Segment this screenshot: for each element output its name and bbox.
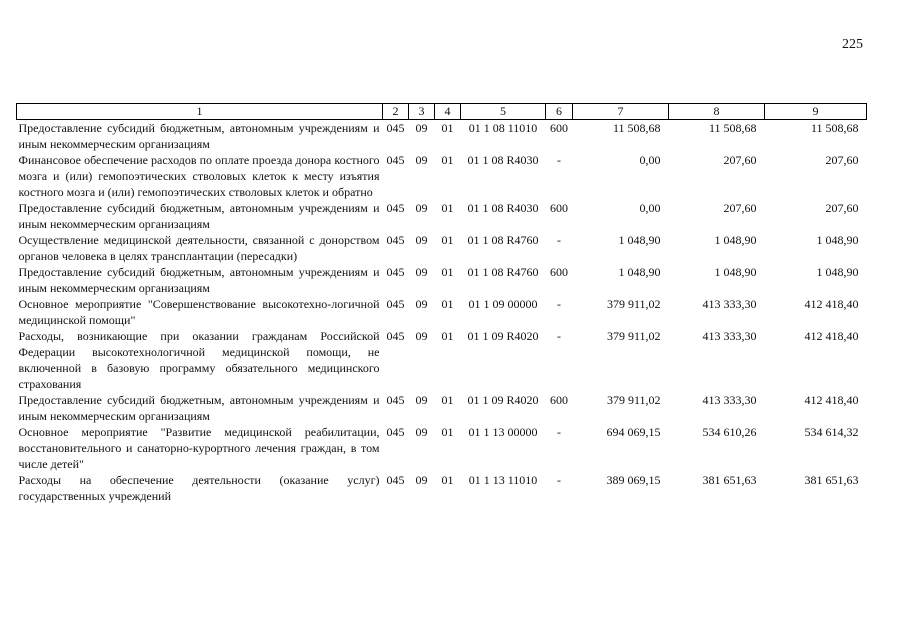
cell-amount-7: 1 048,90 bbox=[618, 265, 661, 279]
column-header: 7 bbox=[573, 104, 669, 120]
cell-amount-8: 11 508,68 bbox=[708, 121, 757, 135]
cell-amount-7: 0,00 bbox=[639, 153, 661, 167]
cell-code-4: 01 bbox=[441, 201, 454, 215]
cell-amount-8: 413 333,30 bbox=[702, 297, 757, 311]
cell-code-3: 09 bbox=[415, 329, 428, 343]
cell-amount-7: 379 911,02 bbox=[606, 393, 661, 407]
table-header-row bbox=[17, 104, 867, 120]
budget-table bbox=[16, 103, 867, 504]
cell-code-6: 600 bbox=[550, 265, 568, 279]
page-number: 225 bbox=[842, 37, 863, 52]
cell-code-2: 045 bbox=[386, 473, 405, 487]
cell-code-3: 09 bbox=[415, 201, 428, 215]
row-name: Предоставление субсидий бюджетным, автономным учреждениям и иным некоммерческим организациям bbox=[18, 201, 380, 231]
cell-code-5: 01 1 09 R4020 bbox=[467, 393, 539, 407]
cell-amount-9: 11 508,68 bbox=[810, 121, 859, 135]
cell-code-5: 01 1 08 R4760 bbox=[467, 265, 539, 279]
cell-code-3: 09 bbox=[415, 265, 428, 279]
cell-amount-7: 694 069,15 bbox=[606, 425, 661, 439]
cell-amount-7: 389 069,15 bbox=[606, 473, 661, 487]
cell-code-6: - bbox=[557, 153, 561, 167]
cell-code-3: 09 bbox=[415, 393, 428, 407]
cell-code-3: 09 bbox=[415, 297, 428, 311]
cell-code-5: 01 1 08 R4030 bbox=[467, 153, 539, 167]
cell-amount-8: 381 651,63 bbox=[702, 473, 757, 487]
table-row bbox=[17, 296, 867, 328]
cell-code-2: 045 bbox=[386, 425, 405, 439]
cell-amount-7: 1 048,90 bbox=[618, 233, 661, 247]
column-header: 2 bbox=[383, 104, 409, 120]
column-header: 6 bbox=[546, 104, 573, 120]
table-row bbox=[17, 328, 867, 392]
cell-code-6: - bbox=[557, 473, 561, 487]
cell-code-5: 01 1 08 R4760 bbox=[467, 233, 539, 247]
cell-code-2: 045 bbox=[386, 265, 405, 279]
cell-amount-8: 534 610,26 bbox=[702, 425, 757, 439]
cell-code-3: 09 bbox=[415, 153, 428, 167]
row-name: Осуществление медицинской деятельности, связанной с донорством органов человека в целях трансплантации (пересадки) bbox=[18, 233, 380, 263]
column-header: 3 bbox=[409, 104, 435, 120]
cell-code-4: 01 bbox=[441, 121, 454, 135]
cell-amount-9: 207,60 bbox=[825, 153, 859, 167]
cell-code-5: 01 1 09 R4020 bbox=[467, 329, 539, 343]
cell-code-5: 01 1 13 11010 bbox=[468, 473, 538, 487]
cell-code-5: 01 1 08 R4030 bbox=[467, 201, 539, 215]
cell-amount-9: 1 048,90 bbox=[816, 233, 859, 247]
table-row bbox=[17, 424, 867, 472]
cell-code-3: 09 bbox=[415, 473, 428, 487]
table-row bbox=[17, 264, 867, 296]
table-row bbox=[17, 152, 867, 200]
cell-code-2: 045 bbox=[386, 153, 405, 167]
cell-code-2: 045 bbox=[386, 393, 405, 407]
cell-code-4: 01 bbox=[441, 329, 454, 343]
cell-code-4: 01 bbox=[441, 233, 454, 247]
cell-code-2: 045 bbox=[386, 297, 405, 311]
cell-amount-8: 1 048,90 bbox=[714, 265, 757, 279]
column-header: 8 bbox=[669, 104, 765, 120]
cell-code-3: 09 bbox=[415, 425, 428, 439]
cell-code-2: 045 bbox=[386, 201, 405, 215]
cell-code-4: 01 bbox=[441, 425, 454, 439]
column-header: 9 bbox=[765, 104, 867, 120]
cell-amount-8: 413 333,30 bbox=[702, 329, 757, 343]
cell-amount-7: 11 508,68 bbox=[612, 121, 661, 135]
cell-amount-8: 207,60 bbox=[723, 153, 757, 167]
cell-code-2: 045 bbox=[386, 121, 405, 135]
row-name: Финансовое обеспечение расходов по оплате проезда донора костного мозга и (или) гемопоэтических стволовых клеток к месту изъятия костного мозга и (или) гемопоэтических стволовых клеток и обратно bbox=[18, 153, 380, 199]
row-name: Предоставление субсидий бюджетным, автономным учреждениям и иным некоммерческим организациям bbox=[18, 121, 380, 151]
cell-amount-9: 412 418,40 bbox=[804, 297, 859, 311]
cell-code-6: 600 bbox=[550, 393, 568, 407]
table-row bbox=[17, 392, 867, 424]
row-name: Предоставление субсидий бюджетным, автономным учреждениям и иным некоммерческим организациям bbox=[18, 393, 380, 423]
cell-code-6: 600 bbox=[550, 201, 568, 215]
cell-code-3: 09 bbox=[415, 233, 428, 247]
row-name: Основное мероприятие "Развитие медицинской реабилитации, восстановительного и санаторно-курортного лечения граждан, в том числе детей" bbox=[18, 425, 380, 471]
table-row bbox=[17, 120, 867, 153]
column-header: 1 bbox=[17, 104, 383, 120]
cell-amount-9: 534 614,32 bbox=[804, 425, 859, 439]
cell-amount-7: 379 911,02 bbox=[606, 297, 661, 311]
cell-code-6: - bbox=[557, 425, 561, 439]
row-name: Расходы на обеспечение деятельности (оказание услуг) государственных учреждений bbox=[18, 473, 380, 503]
cell-amount-9: 412 418,40 bbox=[804, 329, 859, 343]
cell-code-4: 01 bbox=[441, 265, 454, 279]
cell-amount-7: 0,00 bbox=[639, 201, 661, 215]
cell-code-3: 09 bbox=[415, 121, 428, 135]
cell-code-4: 01 bbox=[441, 473, 454, 487]
row-name: Основное мероприятие "Совершенствование высокотехно-логичной медицинской помощи" bbox=[18, 297, 380, 327]
cell-code-4: 01 bbox=[441, 153, 454, 167]
column-header: 4 bbox=[435, 104, 461, 120]
cell-code-6: - bbox=[557, 233, 561, 247]
cell-amount-8: 1 048,90 bbox=[714, 233, 757, 247]
table-row bbox=[17, 232, 867, 264]
cell-code-6: - bbox=[557, 329, 561, 343]
cell-amount-8: 413 333,30 bbox=[702, 393, 757, 407]
cell-code-4: 01 bbox=[441, 393, 454, 407]
cell-code-5: 01 1 13 00000 bbox=[468, 425, 538, 439]
cell-code-5: 01 1 09 00000 bbox=[468, 297, 538, 311]
cell-amount-8: 207,60 bbox=[723, 201, 757, 215]
cell-code-2: 045 bbox=[386, 233, 405, 247]
cell-amount-9: 381 651,63 bbox=[804, 473, 859, 487]
table-row bbox=[17, 472, 867, 504]
cell-amount-9: 207,60 bbox=[825, 201, 859, 215]
table-row bbox=[17, 200, 867, 232]
row-name: Предоставление субсидий бюджетным, автономным учреждениям и иным некоммерческим организациям bbox=[18, 265, 380, 295]
cell-code-6: 600 bbox=[550, 121, 568, 135]
cell-code-6: - bbox=[557, 297, 561, 311]
cell-code-2: 045 bbox=[386, 329, 405, 343]
cell-amount-9: 412 418,40 bbox=[804, 393, 859, 407]
cell-code-4: 01 bbox=[441, 297, 454, 311]
cell-code-5: 01 1 08 11010 bbox=[468, 121, 538, 135]
cell-amount-7: 379 911,02 bbox=[606, 329, 661, 343]
cell-amount-9: 1 048,90 bbox=[816, 265, 859, 279]
row-name: Расходы, возникающие при оказании гражданам Российской Федерации высокотехнологичной медицинской помощи, не включенной в базовую программу обязательного медицинского страхования bbox=[18, 329, 380, 391]
column-header: 5 bbox=[461, 104, 546, 120]
